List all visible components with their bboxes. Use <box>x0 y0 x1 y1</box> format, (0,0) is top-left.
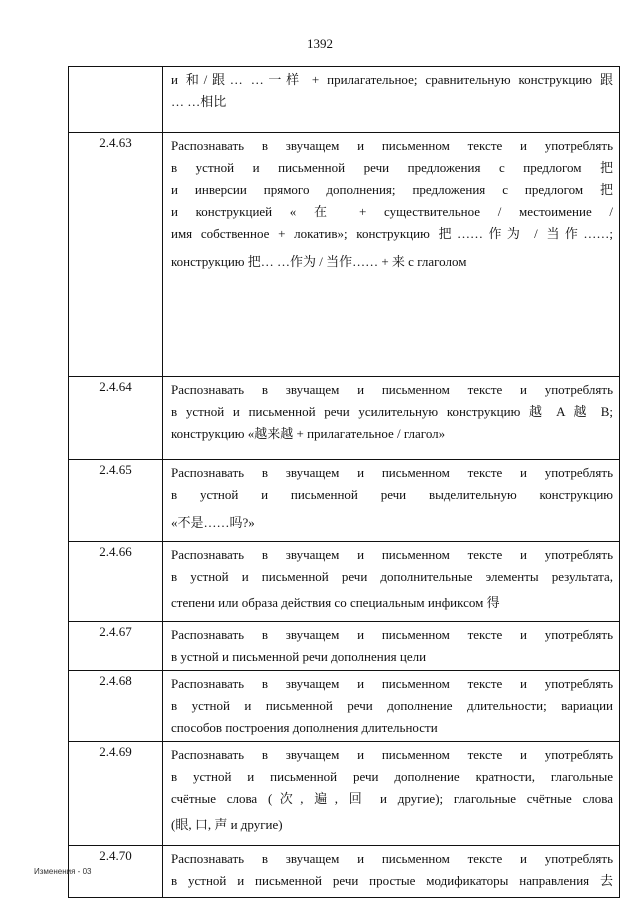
description-line: Распознавать в звучащем и письменном тексте и употреблять <box>171 851 613 866</box>
description-line: (眼, 口, 声 и другие) <box>171 817 283 832</box>
item-description <box>163 133 620 377</box>
item-number: 2.4.65 <box>69 460 163 542</box>
description-line: и 和/跟… …一样 + прилагательное; сравнительную конструкцию 跟 <box>171 72 613 87</box>
description-line: в устной и письменной речи дополнение кратности, глагольные <box>171 769 613 784</box>
item-number: 2.4.66 <box>69 542 163 622</box>
description-line: конструкцию 把… …作为 / 当作…… + 来 с глаголом <box>171 254 467 269</box>
description-line: имя собственное + локатив»; конструкцию 把……作为 / 当作……; <box>171 226 613 241</box>
description-line: Распознавать в звучащем и письменном тексте и употреблять <box>171 138 613 153</box>
description-line: в устной и письменной речи выделительную конструкцию <box>171 487 613 502</box>
item-description <box>163 67 620 133</box>
table-row <box>69 846 620 898</box>
table-row <box>69 67 620 133</box>
table-row <box>69 671 620 742</box>
description-line: в устной и письменной речи предложения с предлогом 把 <box>171 160 613 175</box>
table-row <box>69 742 620 846</box>
item-number: 2.4.70 <box>69 846 163 898</box>
item-description <box>163 622 620 671</box>
table-row <box>69 460 620 542</box>
item-description <box>163 742 620 846</box>
description-line: … …相比 <box>171 94 227 109</box>
description-line: в устной и письменной речи дополнительные элементы результата, <box>171 569 613 584</box>
description-line: и инверсии прямого дополнения; предложения с предлогом 把 <box>171 182 613 197</box>
item-number: 2.4.64 <box>69 377 163 460</box>
description-line: Распознавать в звучащем и письменном тексте и употреблять <box>171 627 613 642</box>
item-number: 2.4.68 <box>69 671 163 742</box>
table-row <box>69 542 620 622</box>
description-line: в устной и письменной речи дополнения цели <box>171 649 427 664</box>
item-description <box>163 377 620 460</box>
description-line: степени или образа действия со специальным инфиксом 得 <box>171 595 500 610</box>
description-line: Распознавать в звучащем и письменном тексте и употреблять <box>171 465 613 480</box>
item-number: 2.4.63 <box>69 133 163 377</box>
description-line: в устной и письменной речи усилительную конструкцию 越 A 越 B; <box>171 404 613 419</box>
footer-note: Изменения - 03 <box>34 867 92 876</box>
page-number: 1392 <box>307 36 333 51</box>
description-line: Распознавать в звучащем и письменном тексте и употреблять <box>171 676 613 691</box>
description-line: счётные слова (次, 遍, 回 и другие); глагольные счётные слова <box>171 791 613 806</box>
description-line: Распознавать в звучащем и письменном тексте и употреблять <box>171 747 613 762</box>
description-line: и конструкцией « 在 + существительное / местоимение / <box>171 204 613 219</box>
description-line: в устной и письменной речи простые модификаторы направления 去 <box>171 873 613 888</box>
description-line: конструкцию «越来越 + прилагательное / глагол» <box>171 426 446 441</box>
description-line: Распознавать в звучащем и письменном тексте и употреблять <box>171 547 613 562</box>
description-line: Распознавать в звучащем и письменном тексте и употреблять <box>171 382 613 397</box>
item-description <box>163 542 620 622</box>
requirements-table <box>68 66 620 898</box>
item-description <box>163 460 620 542</box>
description-line: способов построения дополнения длительности <box>171 720 438 735</box>
table-body <box>69 67 620 898</box>
table-row <box>69 133 620 377</box>
description-line: «不是……吗?» <box>171 515 255 530</box>
item-number: 2.4.67 <box>69 622 163 671</box>
item-number: 2.4.69 <box>69 742 163 846</box>
item-description <box>163 846 620 898</box>
table-row <box>69 622 620 671</box>
item-description <box>163 671 620 742</box>
item-number <box>69 67 163 133</box>
description-line: в устной и письменной речи дополнение длительности; вариации <box>171 698 613 713</box>
table-row <box>69 377 620 460</box>
